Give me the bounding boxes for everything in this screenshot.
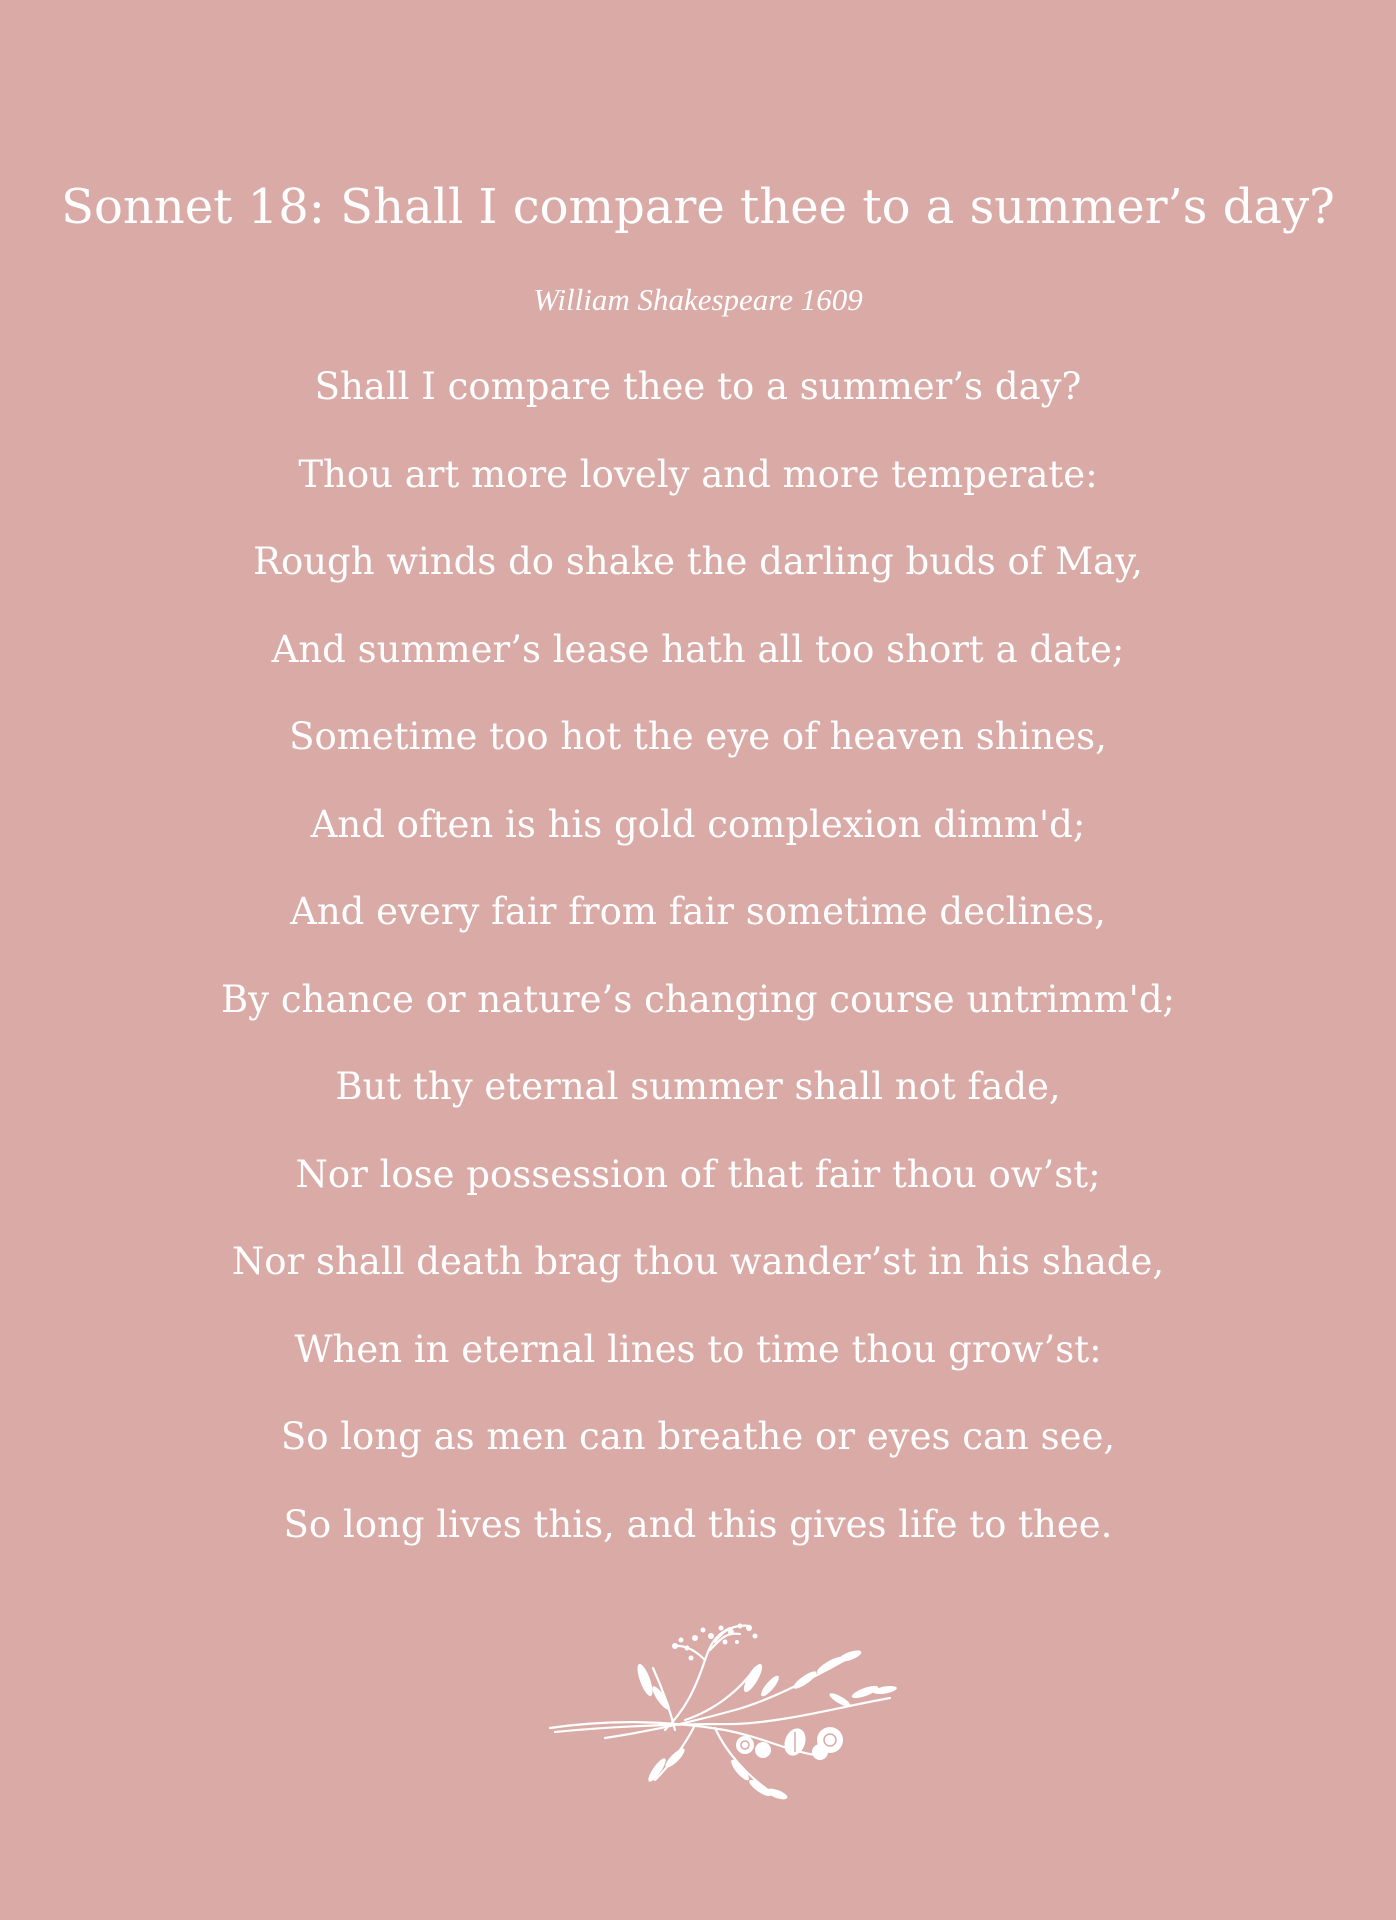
poem-author: William Shakespeare 1609: [533, 282, 863, 317]
poem-title: Sonnet 18: Shall I compare thee to a summer’s day?: [61, 179, 1335, 235]
poem-line: Sometime too hot the eye of heaven shines,: [289, 715, 1107, 758]
poem-line: So long as men can breathe or eyes can see,: [280, 1415, 1116, 1458]
poem-line: So long lives this, and this gives life to thee.: [283, 1502, 1113, 1546]
poem-line: And summer’s lease hath all too short a date;: [271, 627, 1125, 671]
poem-line: And every fair from fair sometime declines,: [290, 890, 1106, 933]
poem-line: Nor lose possession of that fair thou ow’st;: [295, 1152, 1101, 1196]
floral-sprig-icon: [545, 1620, 915, 1810]
poem-line: When in eternal lines to time thou grow’st:: [294, 1327, 1102, 1371]
poem-lines: [0, 361, 1396, 1586]
poem-line: Rough winds do shake the darling buds of May,: [253, 540, 1143, 583]
poem-line: Thou art more lovely and more temperate:: [298, 452, 1098, 496]
poem-line: Nor shall death brag thou wander’st in his shade,: [231, 1240, 1165, 1283]
poem-line: But thy eternal summer shall not fade,: [335, 1065, 1061, 1108]
poem-line: By chance or nature’s changing course untrimm'd;: [220, 977, 1175, 1021]
poem-line: Shall I compare thee to a summer’s day?: [314, 365, 1082, 408]
poem-line: And often is his gold complexion dimm'd;: [310, 802, 1086, 846]
